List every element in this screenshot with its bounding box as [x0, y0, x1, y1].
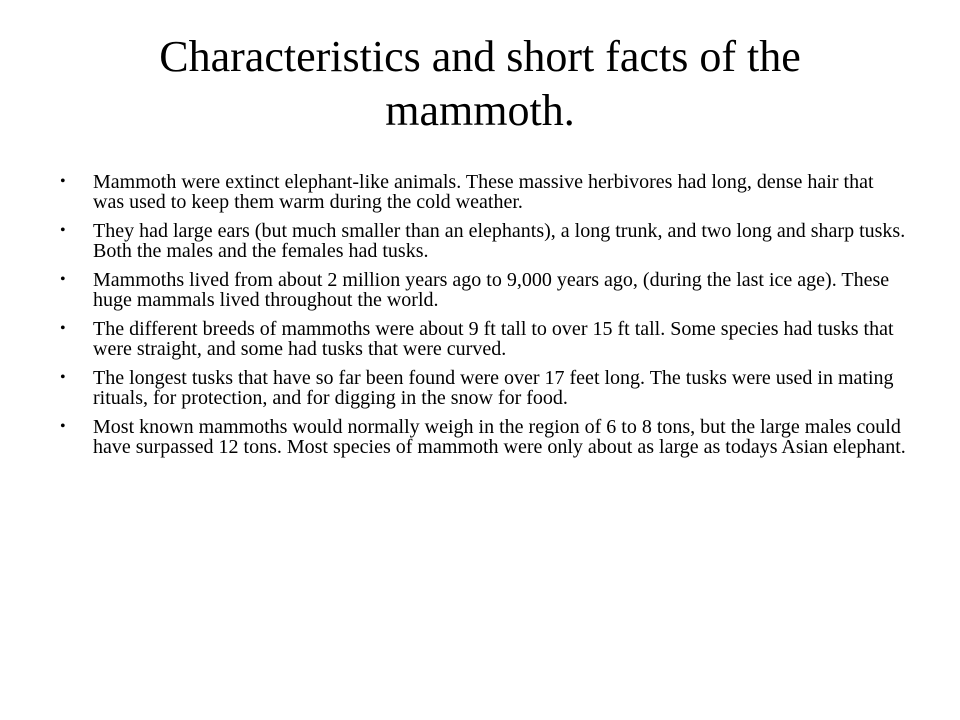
slide-title: Characteristics and short facts of the mammoth. [159, 32, 801, 135]
bullet-icon: • [60, 418, 66, 435]
bullet-text: Mammoths lived from about 2 million years ago to 9,000 years ago, (during the last ice age). These huge mammals lived throughout the world. [93, 269, 890, 311]
bullet-icon: • [60, 173, 66, 190]
bullet-item-1 [58, 172, 908, 212]
bullet-item-5 [58, 368, 908, 408]
bullet-text: The longest tusks that have so far been found were over 17 feet long. The tusks were used in mating rituals, for protection, and for digging in the snow for food. [93, 367, 894, 409]
bullet-item-6 [58, 417, 908, 457]
bullet-list [58, 172, 908, 466]
bullet-item-3 [58, 270, 908, 310]
bullet-icon: • [60, 222, 66, 239]
bullet-text: The different breeds of mammoths were about 9 ft tall to over 15 ft tall. Some species had tusks that were straight, and some had tusks that were curved. [93, 318, 894, 360]
bullet-text: They had large ears (but much smaller than an elephants), a long trunk, and two long and sharp tusks. Both the males and the females had tusks. [93, 220, 906, 262]
bullet-icon: • [60, 369, 66, 386]
bullet-text: Most known mammoths would normally weigh in the region of 6 to 8 tons, but the large males could have surpassed 12 tons. Most species of mammoth were only about as large as todays Asian elephant. [93, 416, 906, 458]
bullet-icon: • [60, 271, 66, 288]
bullet-item-4 [58, 319, 908, 359]
bullet-item-2 [58, 221, 908, 261]
bullet-icon: • [60, 320, 66, 337]
bullet-text: Mammoth were extinct elephant-like animals. These massive herbivores had long, dense hair that was used to keep them warm during the cold weather. [93, 171, 874, 213]
